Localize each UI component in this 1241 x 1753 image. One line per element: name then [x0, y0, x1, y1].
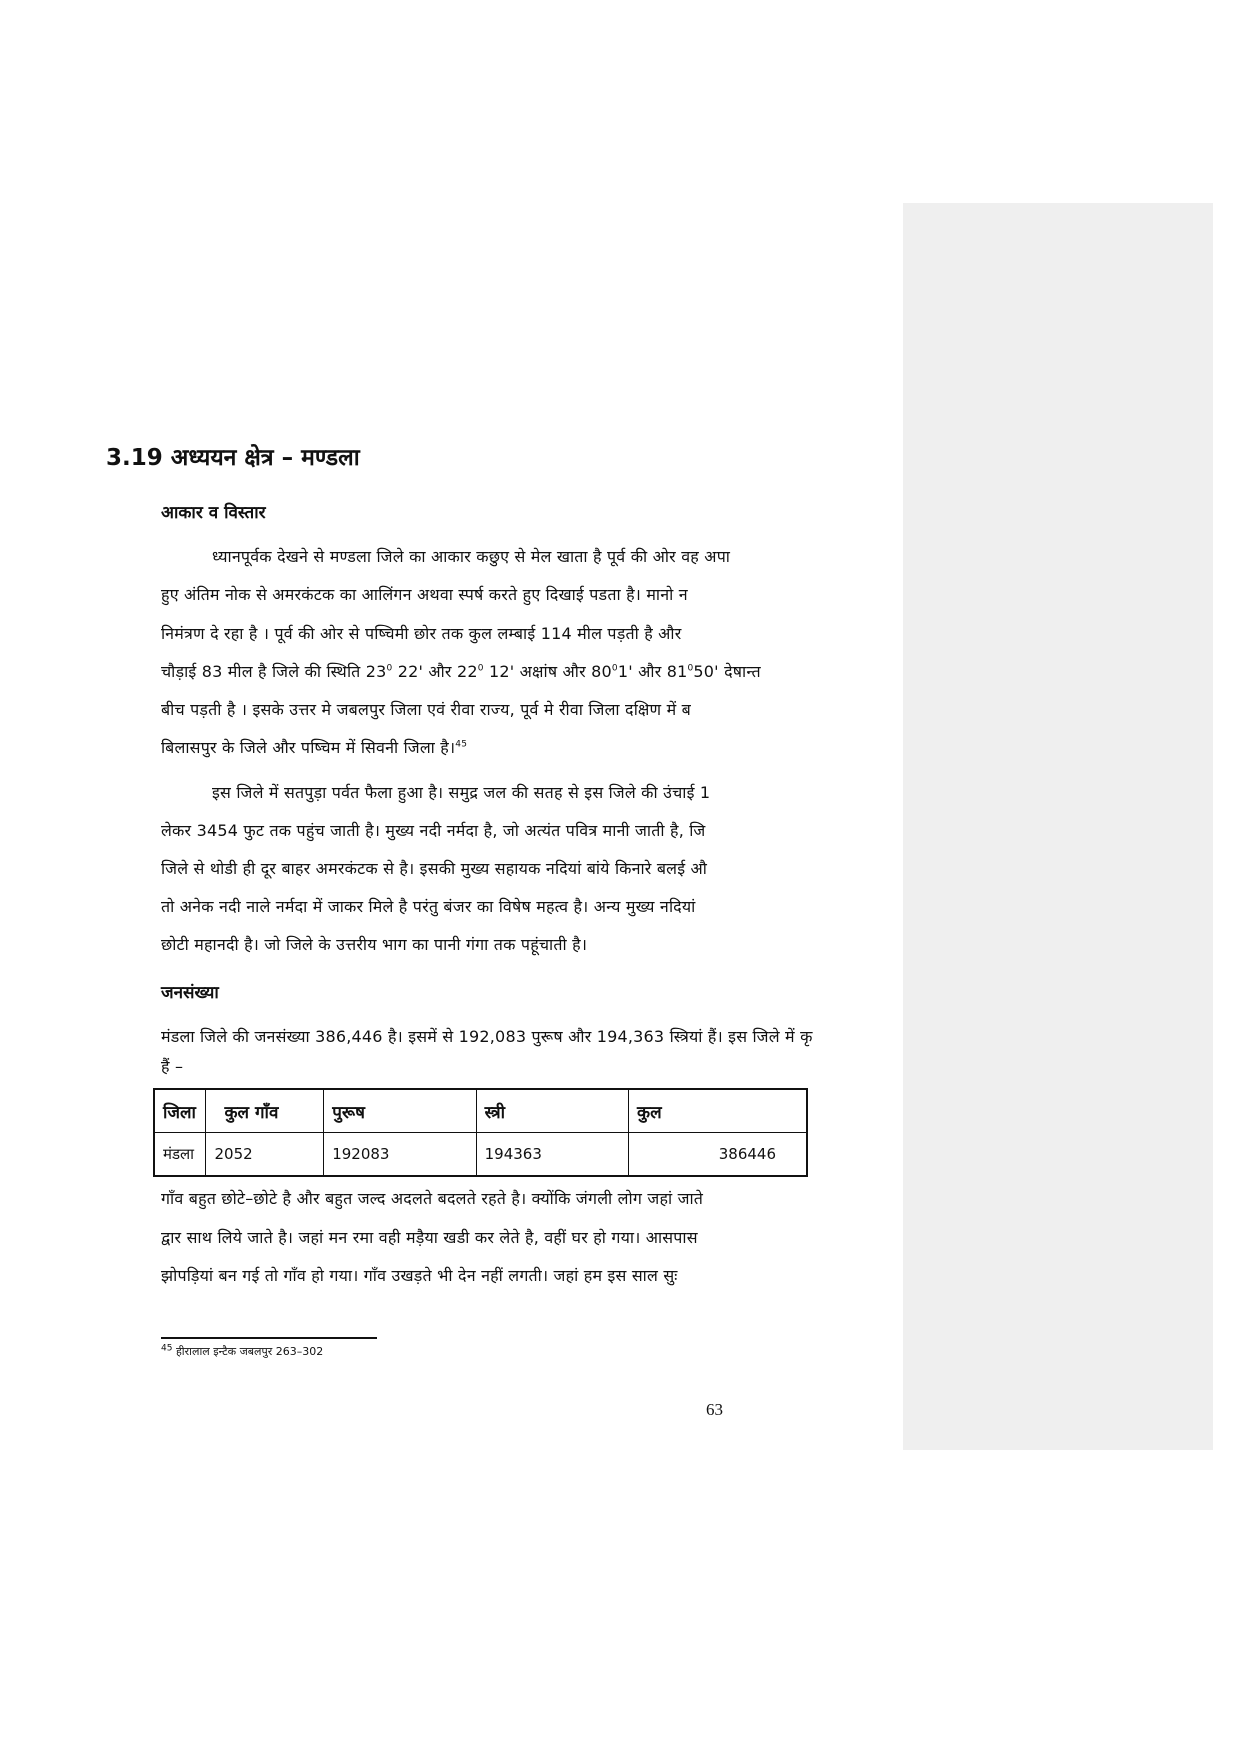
degree-superscript: 0 — [386, 663, 393, 674]
paragraph-line — [161, 736, 467, 758]
table-cell: मंडला — [154, 1133, 206, 1177]
paragraph-line: ध्यानपूर्वक देखने से मण्डला जिले का आकार कछुए से मेल खाता है पूर्व की ओर वह अपा — [212, 547, 731, 566]
paragraph-line: द्वार साथ लिये जाते है। जहां मन रमा वही मड़ैया खडी कर लेते है, वहीं घर हो गया। आसपास — [161, 1228, 698, 1247]
footnote-text: हीरालाल इन्टैक जबलपुर 263–302 — [172, 1345, 324, 1358]
text-fragment: 22' और 22 — [392, 662, 478, 681]
column-header: कुल गॉंव — [206, 1089, 324, 1133]
table-cell: 2052 — [206, 1133, 324, 1177]
column-header: कुल — [629, 1089, 807, 1133]
paragraph-line: इस जिले में सतपुड़ा पर्वत फैला हुआ है। समुद्र जल की सतह से इस जिले की उंचाई 1 — [212, 783, 711, 802]
text-fragment: चौड़ाई 83 मील है जिले की स्थिति 23 — [161, 662, 387, 681]
paragraph-line: तो अनेक नदी नाले नर्मदा में जाकर मिले है परंतु बंजर का विषेष महत्व है। अन्य मुख्य नदियां — [161, 897, 696, 916]
paragraph-line-coordinates — [161, 660, 761, 682]
column-header: स्त्री — [476, 1089, 628, 1133]
text-fragment: बिलासपुर के जिले और पष्चिम में सिवनी जिला है। — [161, 738, 456, 757]
paragraph-line: गॉंव बहुत छोटे–छोटे है और बहुत जल्द अदलते बदलते रहते है। क्योंकि जंगली लोग जहां जाते — [161, 1189, 704, 1208]
footnote-reference: 45 — [455, 739, 468, 750]
degree-superscript: 0 — [611, 663, 618, 674]
subheading-size-extent: आकार व विस्तार — [161, 503, 266, 523]
footnote-separator — [161, 1337, 377, 1339]
population-table — [153, 1088, 808, 1177]
text-fragment: 12' अक्षांष और 80 — [483, 662, 612, 681]
footnote — [161, 1344, 323, 1359]
text-fragment: 50' देषान्त — [693, 662, 761, 681]
column-header: जिला — [154, 1089, 206, 1133]
section-heading: 3.19 अध्ययन क्षेत्र – मण्डला — [106, 445, 360, 471]
paragraph-line: मंडला जिले की जनसंख्या 386,446 है। इसमें से 192,083 पुरूष और 194,363 स्त्रियां हैं। इस जिले में कृ — [161, 1027, 813, 1046]
table-cell: 386446 — [629, 1133, 807, 1177]
paragraph-line: लेकर 3454 फुट तक पहुंच जाती है। मुख्य नदी नर्मदा है, जो अत्यंत पवित्र मानी जाती है, जि — [161, 821, 706, 840]
subheading-population: जनसंख्या — [161, 983, 219, 1003]
table-cell: 192083 — [324, 1133, 476, 1177]
table-row — [154, 1133, 807, 1177]
table-header-row — [154, 1089, 807, 1133]
paragraph-line: हुए अंतिम नोक से अमरकंटक का आलिंगन अथवा स्पर्ष करते हुए दिखाई पडता है। मानो न — [161, 585, 688, 604]
degree-superscript: 0 — [687, 663, 694, 674]
degree-superscript: 0 — [477, 663, 484, 674]
text-fragment: 1' और 81 — [617, 662, 688, 681]
paragraph-line: झोपड़ियां बन गई तो गॉंव हो गया। गॉंव उखड़ते भी देन नहीं लगती। जहां हम इस साल सुः — [161, 1266, 678, 1285]
column-header: पुरूष — [324, 1089, 476, 1133]
paragraph-line: निमंत्रण दे रहा है । पूर्व की ओर से पष्चिमी छोर तक कुल लम्बाई 114 मील पड़ती है और — [161, 624, 682, 643]
paragraph-line: बीच पड़ती है । इसके उत्तर मे जबलपुर जिला एवं रीवा राज्य, पूर्व मे रीवा जिला दक्षिण में ब — [161, 700, 692, 719]
footnote-number: 45 — [161, 1343, 173, 1354]
paragraph-line: हैं – — [161, 1057, 184, 1076]
table-cell: 194363 — [476, 1133, 628, 1177]
paragraph-line: छोटी महानदी है। जो जिले के उत्तरीय भाग का पानी गंगा तक पहूंचाती है। — [161, 935, 588, 954]
page-number: 63 — [706, 1400, 723, 1419]
comment-margin-pane — [903, 203, 1213, 1450]
paragraph-line: जिले से थोडी ही दूर बाहर अमरकंटक से है। इसकी मुख्य सहायक नदियां बांये किनारे बलई औ — [161, 859, 708, 878]
